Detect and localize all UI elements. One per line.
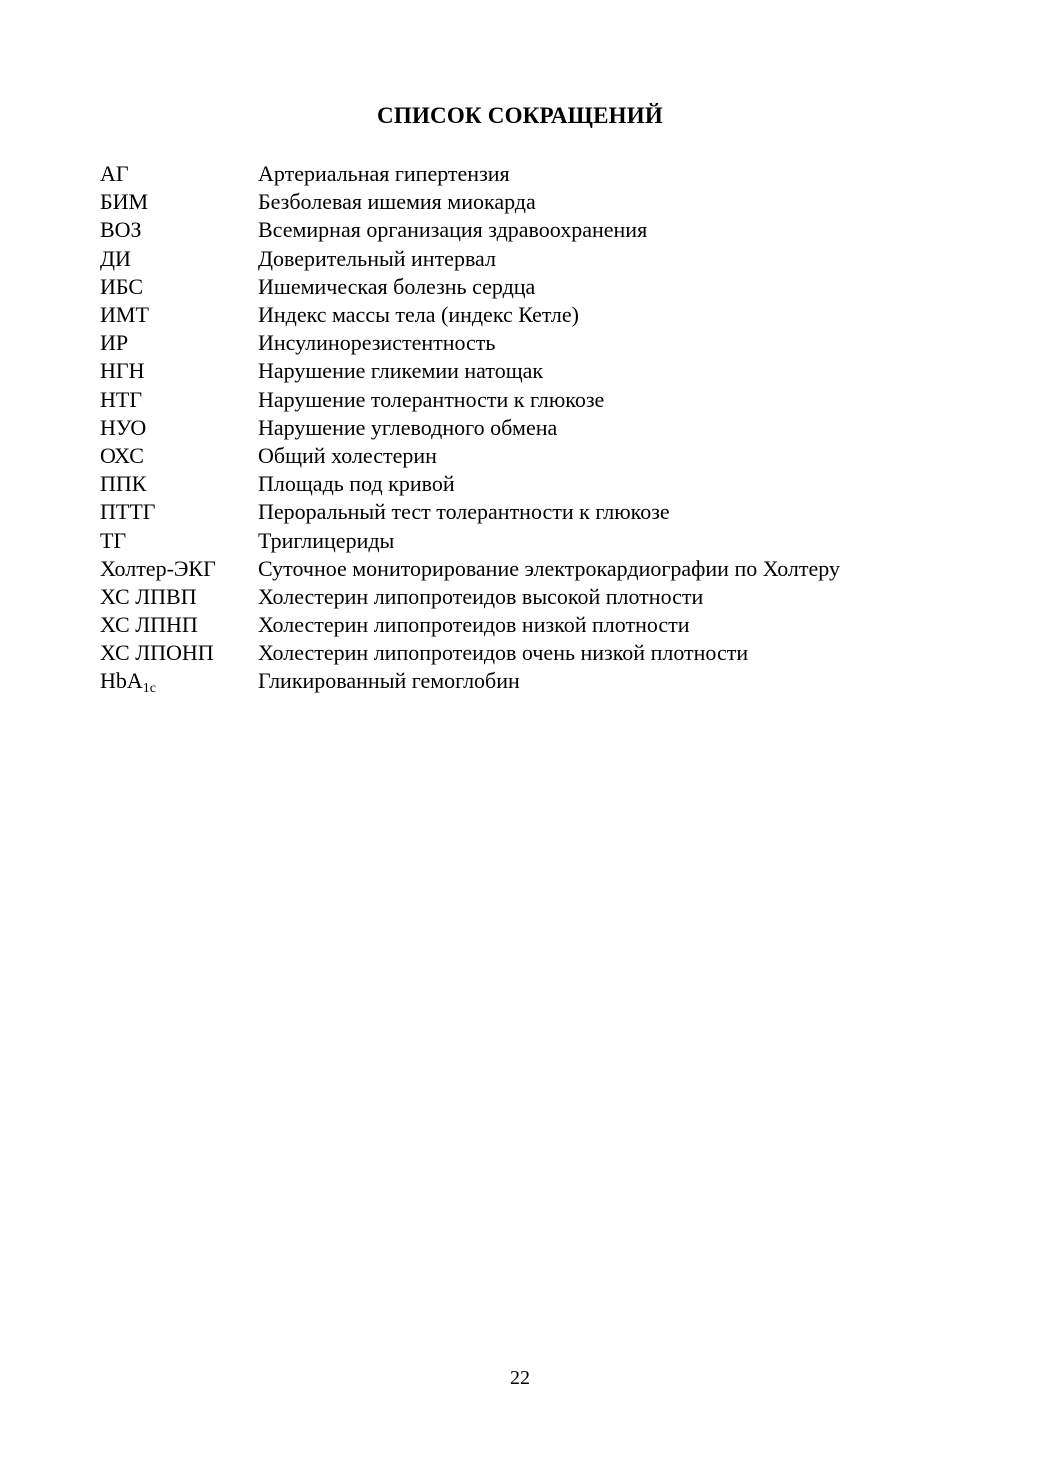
abbreviation-row bbox=[100, 526, 980, 554]
abbreviation-definition: Артериальная гипертензия bbox=[258, 161, 510, 187]
abbreviation-row bbox=[100, 442, 980, 470]
abbreviation-definition: Пероральный тест толерантности к глюкозе bbox=[258, 499, 670, 525]
abbreviation-term: Холтер-ЭКГ bbox=[100, 555, 216, 581]
abbreviation-term-subscript: 1c bbox=[142, 681, 156, 697]
abbreviation-row bbox=[100, 273, 980, 301]
abbreviation-row bbox=[100, 160, 980, 188]
abbreviation-definition: Холестерин липопротеидов низкой плотности bbox=[258, 612, 690, 638]
abbreviation-term: БИМ bbox=[100, 189, 149, 215]
abbreviation-definition: Индекс массы тела (индекс Кетле) bbox=[258, 302, 579, 328]
abbreviation-term: ИР bbox=[100, 330, 129, 356]
abbreviation-row bbox=[100, 357, 980, 385]
abbreviation-term: НТГ bbox=[100, 386, 143, 412]
abbreviation-row bbox=[100, 386, 980, 414]
abbreviation-term: ХС ЛПОНП bbox=[100, 640, 214, 666]
abbreviation-definition: Инсулинорезистентность bbox=[258, 330, 496, 356]
abbreviation-term: ПТТГ bbox=[100, 499, 156, 525]
abbreviation-term: ХС ЛПВП bbox=[100, 583, 197, 609]
abbreviation-term bbox=[100, 667, 258, 695]
abbreviation-row bbox=[100, 498, 980, 526]
abbreviation-definition: Доверительный интервал bbox=[258, 245, 496, 271]
abbreviation-row bbox=[100, 611, 980, 639]
abbreviation-term: ДИ bbox=[100, 245, 131, 271]
abbreviation-definition: Площадь под кривой bbox=[258, 471, 455, 497]
abbreviation-term: ТГ bbox=[100, 527, 127, 553]
abbreviation-row bbox=[100, 470, 980, 498]
abbreviation-definition: Гликированный гемоглобин bbox=[258, 668, 520, 694]
abbreviation-row bbox=[100, 188, 980, 216]
abbreviation-term-base: HbA bbox=[100, 668, 143, 694]
abbreviation-row bbox=[100, 414, 980, 442]
abbreviation-definition: Нарушение гликемии натощак bbox=[258, 358, 544, 384]
abbreviation-definition: Всемирная организация здравоохранения bbox=[258, 217, 648, 243]
abbreviation-term: ХС ЛПНП bbox=[100, 612, 198, 638]
abbreviation-term: АГ bbox=[100, 161, 129, 187]
abbreviation-definition: Безболевая ишемия миокарда bbox=[258, 189, 536, 215]
abbreviation-row bbox=[100, 639, 980, 667]
abbreviation-definition: Нарушение углеводного обмена bbox=[258, 414, 558, 440]
abbreviation-definition: Общий холестерин bbox=[258, 442, 437, 468]
abbreviation-row bbox=[100, 555, 980, 583]
page-number: 22 bbox=[510, 1367, 530, 1389]
abbreviation-term: НУО bbox=[100, 414, 147, 440]
abbreviation-term: ОХС bbox=[100, 442, 144, 468]
abbreviation-definition: Ишемическая болезнь сердца bbox=[258, 273, 536, 299]
abbreviation-definition: Холестерин липопротеидов очень низкой плотности bbox=[258, 640, 749, 666]
abbreviation-definition: Суточное мониторирование электрокардиографии по Холтеру bbox=[258, 555, 841, 581]
abbreviation-row bbox=[100, 329, 980, 357]
abbreviation-term: ИМТ bbox=[100, 302, 149, 328]
abbreviation-term: НГН bbox=[100, 358, 145, 384]
abbreviation-definition: Нарушение толерантности к глюкозе bbox=[258, 386, 605, 412]
abbreviation-term: ППК bbox=[100, 471, 147, 497]
abbreviation-row bbox=[100, 245, 980, 273]
abbreviation-list bbox=[100, 160, 980, 696]
abbreviation-definition: Холестерин липопротеидов высокой плотности bbox=[258, 583, 704, 609]
abbreviation-term: ВОЗ bbox=[100, 217, 142, 243]
abbreviation-term: ИБС bbox=[100, 273, 144, 299]
abbreviation-row bbox=[100, 667, 980, 695]
abbreviation-row bbox=[100, 583, 980, 611]
abbreviation-row bbox=[100, 216, 980, 244]
abbreviation-definition: Триглицериды bbox=[258, 527, 395, 553]
abbreviation-row bbox=[100, 301, 980, 329]
page-title: СПИСОК СОКРАЩЕНИЙ bbox=[377, 103, 663, 128]
